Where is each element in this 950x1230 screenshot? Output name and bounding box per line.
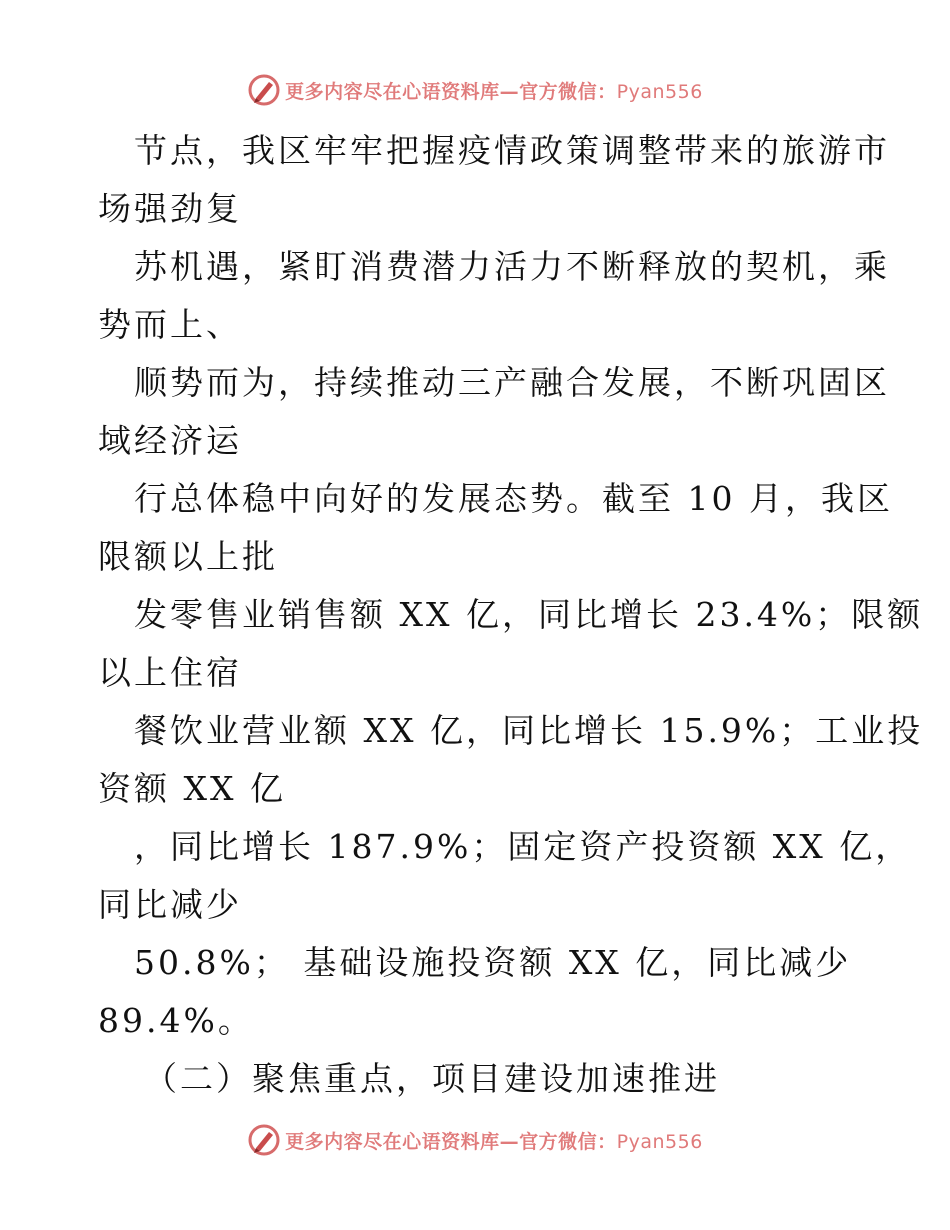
text-line: 89.4%。: [98, 1001, 254, 1040]
text-line: 发零售业销售额 XX 亿，同比增长 23.4%；限额: [134, 595, 924, 634]
pen-logo-icon: [247, 1123, 281, 1157]
text-line: 50.8%； 基础设施投资额 XX 亿，同比减少: [134, 943, 852, 982]
pen-logo-icon: [247, 73, 281, 107]
watermark-text: [285, 1127, 703, 1154]
section-heading: （二）聚焦重点，项目建设加速推进: [144, 1059, 720, 1098]
text-line: 域经济运: [98, 421, 242, 460]
text-line: 以上住宿: [98, 653, 242, 692]
text-line: 场强劲复: [98, 189, 242, 228]
text-line: 节点，我区牢牢把握疫情政策调整带来的旅游市: [134, 131, 890, 170]
text-line: 势而上、: [98, 305, 242, 344]
text-line: 限额以上批: [98, 537, 278, 576]
watermark-text-cn: 更多内容尽在心语资料库—官方微信：: [285, 80, 617, 103]
watermark-text-id: Pyan556: [616, 1130, 703, 1153]
text-line: 顺势而为，持续推动三产融合发展，不断巩固区: [134, 363, 890, 402]
text-line: 餐饮业营业额 XX 亿，同比增长 15.9%；工业投: [134, 711, 924, 750]
text-line: 苏机遇，紧盯消费潜力活力不断释放的契机，乘: [134, 247, 890, 286]
text-line: ，同比增长 187.9%；固定资产投资额 XX 亿，: [134, 827, 912, 866]
header-watermark: [0, 70, 950, 110]
watermark-text: [285, 77, 703, 104]
footer-watermark: [0, 1120, 950, 1160]
text-line: 同比减少: [98, 885, 242, 924]
text-line: 资额 XX 亿: [98, 769, 286, 808]
watermark-text-cn: 更多内容尽在心语资料库—官方微信：: [285, 1130, 617, 1153]
watermark-text-id: Pyan556: [616, 80, 703, 103]
text-line: 行总体稳中向好的发展态势。截至 10 月，我区: [134, 479, 893, 518]
document-body: [98, 122, 924, 1108]
